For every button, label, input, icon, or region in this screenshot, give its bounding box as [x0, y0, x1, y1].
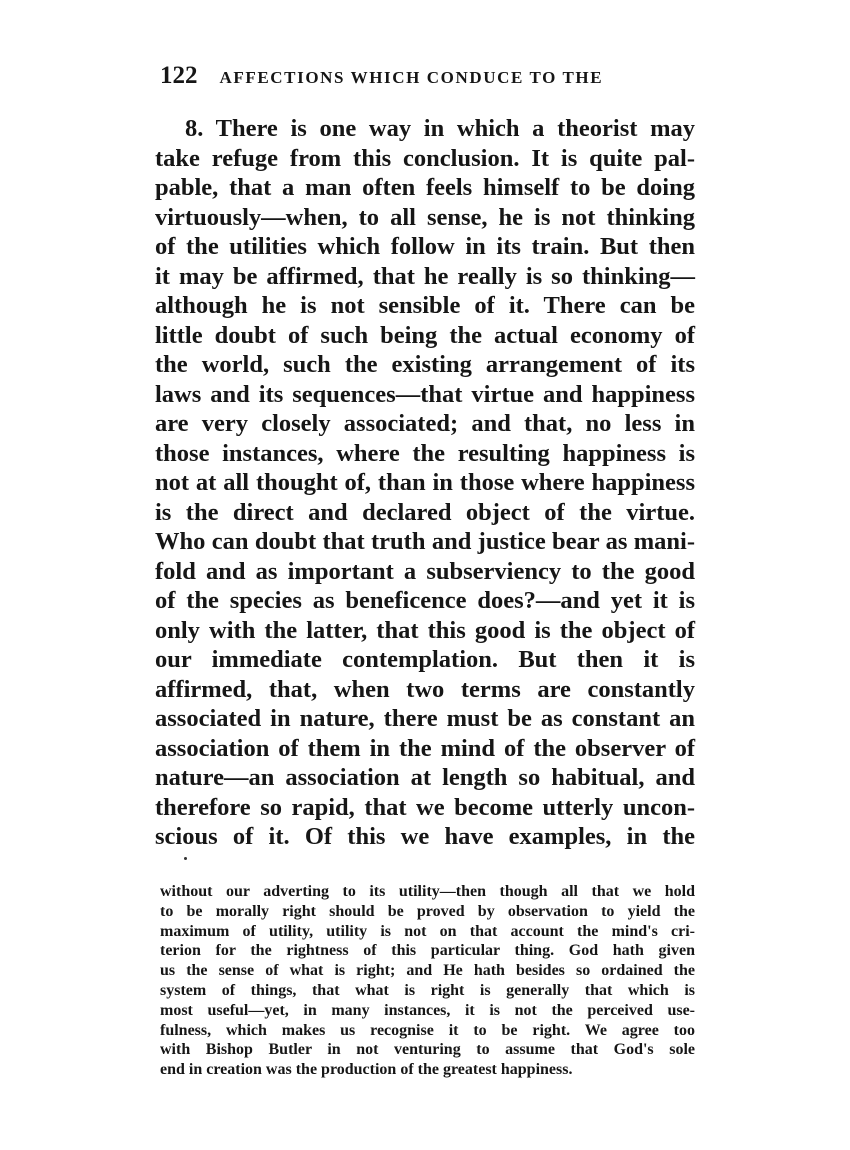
body-line: only with the latter, that this good is the object of [155, 616, 695, 644]
footnote [160, 882, 695, 1080]
footnote-line: end in creation was the production of the greatest happiness. [160, 1061, 573, 1079]
footnote-line: with Bishop Butler in not venturing to assume that God's sole [160, 1041, 695, 1059]
body-line: take refuge from this conclusion. It is quite pal- [155, 144, 695, 172]
running-head [160, 62, 700, 92]
body-line: not at all thought of, than in those where happiness [155, 469, 695, 496]
body-line: fold and as important a subserviency to the good [155, 557, 695, 585]
body-line: little doubt of such being the actual economy of [155, 321, 695, 349]
body-line: Who can doubt that truth and justice bear as mani- [155, 528, 695, 555]
body-line: scious of it. Of this we have examples, in the [155, 823, 695, 850]
footnote-line: to be morally right should be proved by observation to yield the [160, 902, 695, 920]
footnote-line: us the sense of what is right; and He hath besides so ordained the [160, 962, 695, 980]
footnote-line: fulness, which makes us recognise it to be right. We agree too [160, 1021, 695, 1039]
footnote-line: terion for the rightness of this particular thing. God hath given [160, 942, 695, 960]
body-line: it may be affirmed, that he really is so thinking— [155, 262, 695, 290]
body-line: those instances, where the resulting happiness is [155, 439, 695, 467]
body-line: association of them in the mind of the observer of [155, 734, 695, 762]
footnote-line: maximum of utility, utility is not on that account the mind's cri- [160, 922, 695, 940]
body-line: the world, such the existing arrangement of its [155, 351, 695, 378]
page-number: 122 [160, 62, 198, 89]
body-line: associated in nature, there must be as constant an [155, 705, 695, 732]
footnote-separator-dot [184, 857, 187, 860]
body-line: although he is not sensible of it. There can be [155, 292, 695, 319]
body-line: of the utilities which follow in its train. But then [155, 233, 695, 260]
main-paragraph [155, 114, 695, 852]
body-line: nature—an association at length so habitual, and [155, 764, 695, 791]
body-line: are very closely associated; and that, no less in [155, 410, 695, 437]
body-line: therefore so rapid, that we become utterly uncon- [155, 793, 695, 821]
body-line: 8. There is one way in which a theorist may [185, 115, 695, 142]
body-line: laws and its sequences—that virtue and happiness [155, 380, 695, 408]
body-line: our immediate contemplation. But then it is [155, 646, 695, 673]
footnote-line: without our adverting to its utility—then though all that we hold [160, 883, 695, 900]
footnote-line: most useful—yet, in many instances, it is not the perceived use- [160, 1001, 695, 1019]
body-line: is the direct and declared object of the virtue. [155, 498, 695, 526]
body-line: of the species as beneficence does?—and yet it is [155, 587, 695, 614]
body-line: virtuously—when, to all sense, he is not thinking [155, 203, 695, 231]
running-title: AFFECTIONS WHICH CONDUCE TO THE [219, 68, 604, 87]
body-line: affirmed, that, when two terms are constantly [155, 675, 695, 703]
body-line: pable, that a man often feels himself to be doing [155, 174, 695, 201]
footnote-line: system of things, that what is right is generally that which is [160, 981, 695, 999]
